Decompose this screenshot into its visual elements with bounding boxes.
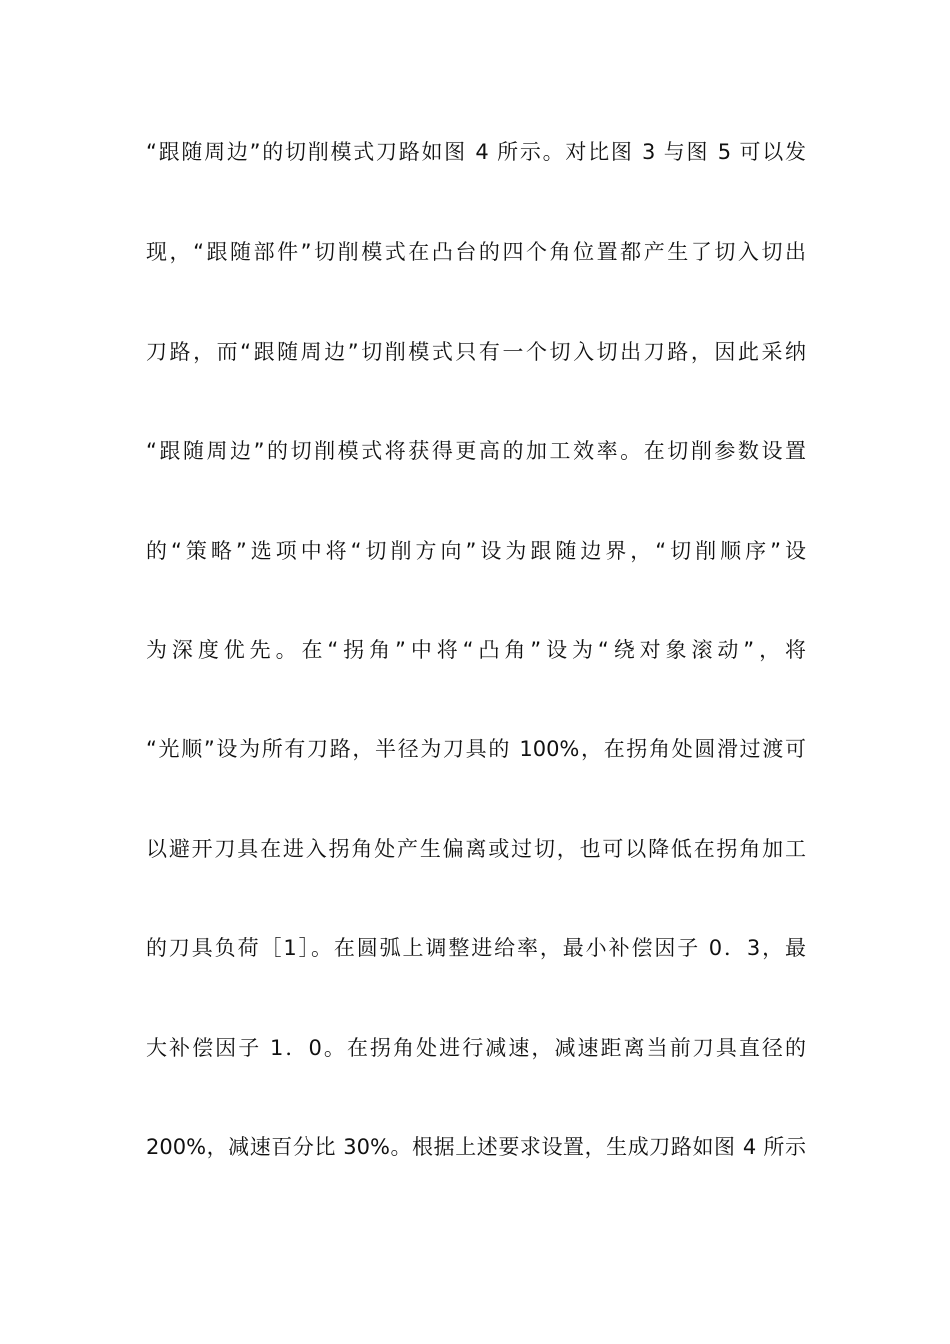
paragraph-line-10: 大补偿因子 1．0。在拐角处进行减速，减速距离当前刀具直径的 bbox=[146, 1036, 806, 1060]
paragraph-line-11: 200%，减速百分比 30%。根据上述要求设置，生成刀路如图 4 所示 bbox=[146, 1135, 806, 1159]
paragraph-line-3: 刀路，而“跟随周边”切削模式只有一个切入切出刀路，因此采纳 bbox=[146, 340, 806, 364]
paragraph-line-5: 的“策略”选项中将“切削方向”设为跟随边界，“切削顺序”设 bbox=[146, 539, 806, 563]
paragraph-line-2: 现，“跟随部件”切削模式在凸台的四个角位置都产生了切入切出 bbox=[146, 240, 806, 264]
paragraph-line-9: 的刀具负荷［1］。在圆弧上调整进给率，最小补偿因子 0．3，最 bbox=[146, 936, 806, 960]
paragraph-line-8: 以避开刀具在进入拐角处产生偏离或过切，也可以降低在拐角加工 bbox=[146, 837, 806, 861]
paragraph-line-7: “光顺”设为所有刀路，半径为刀具的 100%，在拐角处圆滑过渡可 bbox=[146, 737, 806, 761]
paragraph-line-1: “跟随周边”的切削模式刀路如图 4 所示。对比图 3 与图 5 可以发 bbox=[146, 140, 806, 164]
paragraph-line-4: “跟随周边”的切削模式将获得更高的加工效率。在切削参数设置 bbox=[146, 439, 806, 463]
paragraph-line-6: 为深度优先。在“拐角”中将“凸角”设为“绕对象滚动”，将 bbox=[146, 638, 806, 662]
